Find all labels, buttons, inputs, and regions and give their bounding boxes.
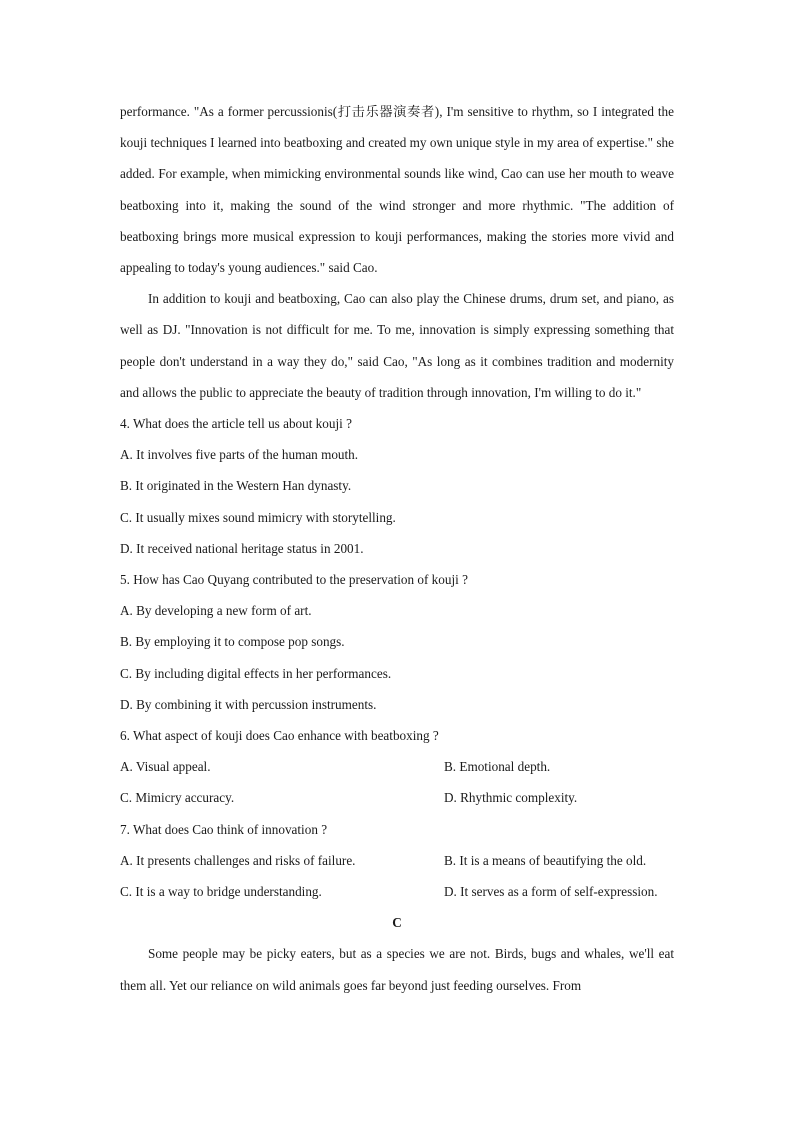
question-stem: 7. What does Cao think of innovation ? [120, 821, 328, 837]
option-d: D. By combining it with percussion instruments. [120, 696, 377, 712]
option-b: B. By employing it to compose pop songs. [120, 634, 345, 650]
option-d: D. It received national heritage status in 2001. [120, 540, 364, 556]
options-row [120, 845, 674, 876]
question-7 [120, 814, 674, 908]
option-c: C. It usually mixes sound mimicry with storytelling. [120, 509, 396, 525]
option-c: C. It is a way to bridge understanding. [120, 884, 322, 900]
option-a: A. It involves five parts of the human mouth. [120, 447, 359, 463]
question-stem: 6. What aspect of kouji does Cao enhance with beatboxing ? [120, 728, 439, 744]
question-5 [120, 564, 674, 720]
option-b: B. It is a means of beautifying the old. [444, 852, 647, 868]
option-a: A. It presents challenges and risks of failure. [120, 852, 356, 868]
option-a: A. Visual appeal. [120, 759, 211, 775]
document-page [120, 96, 674, 1001]
passage-paragraph-2: In addition to kouji and beatboxing, Cao can also play the Chinese drums, drum set, and piano, as well as DJ. "Innovation is not difficult for me. To me, innovation is simply expressing something that people don't understand in a way they do," said Cao, "As long as it combines tradition and modernity and allows the public to appreciate the beauty of tradition through innovation, I'm willing to do it." [120, 291, 674, 400]
option-c: C. Mimicry accuracy. [120, 790, 235, 806]
options-row [120, 782, 674, 813]
option-b: B. It originated in the Western Han dynasty. [120, 478, 352, 494]
section-c-paragraph-1: Some people may be picky eaters, but as a species we are not. Birds, bugs and whales, we'll eat them all. Yet our reliance on wild animals goes far beyond just feeding ourselves. From [120, 946, 674, 993]
question-6 [120, 720, 674, 814]
question-4 [120, 408, 674, 564]
option-b: B. Emotional depth. [444, 759, 551, 775]
passage-paragraph-1: performance. "As a former percussionis(打击乐器演奏者), I'm sensitive to rhythm, so I integrated the kouji techniques I learned into beatboxing and created my own unique style in my area of expertise." she added. For example, when mimicking environmental sounds like wind, Cao can use her mouth to weave beatboxing into it, making the sound of the wind stronger and more rhythmic. "The addition of beatboxing brings more musical expression to kouji performances, making the stories more vivid and appealing to today's young audiences." said Cao. [120, 104, 674, 276]
option-d: D. It serves as a form of self-expression. [444, 884, 658, 900]
section-heading: C [392, 915, 402, 931]
option-c: C. By including digital effects in her performances. [120, 665, 392, 681]
option-d: D. Rhythmic complexity. [444, 790, 578, 806]
question-stem: 5. How has Cao Quyang contributed to the preservation of kouji ? [120, 572, 468, 588]
options-row [120, 876, 674, 907]
options-row [120, 751, 674, 782]
question-stem: 4. What does the article tell us about kouji ? [120, 416, 352, 432]
option-a: A. By developing a new form of art. [120, 603, 312, 619]
